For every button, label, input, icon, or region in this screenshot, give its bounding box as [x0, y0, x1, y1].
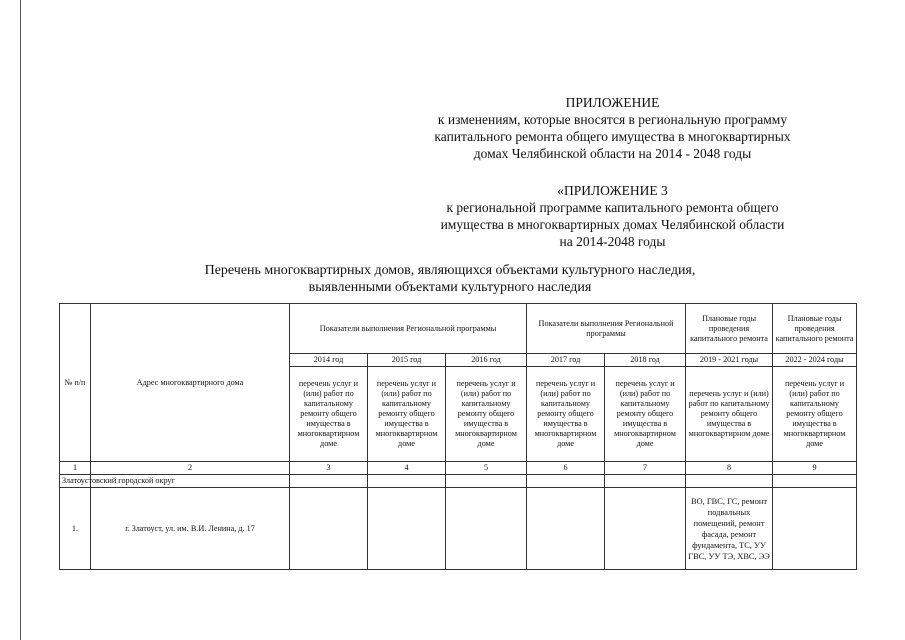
header-year: 2016 год: [446, 354, 527, 367]
appendix-line: капитального ремонта общего имущества в многоквартирных: [434, 129, 791, 144]
empty-cell: [368, 475, 446, 488]
column-number: 6: [527, 462, 605, 475]
appendix-title: ПРИЛОЖЕНИЕ: [565, 95, 660, 110]
column-number: 8: [686, 462, 773, 475]
document-title: [160, 262, 740, 296]
header-address: Адрес многоквартирного дома: [91, 304, 290, 462]
column-number: 2: [91, 462, 290, 475]
page-margin-line: [20, 0, 21, 640]
header-works-desc: перечень услуг и (или) работ по капитальному ремонту общего имущества в многоквартирном доме: [368, 367, 446, 462]
empty-cell: [290, 475, 368, 488]
buildings-table: [59, 303, 857, 570]
empty-cell: [605, 475, 686, 488]
empty-cell: [527, 475, 605, 488]
header-plan-years-1: Плановые годы проведения капитального ремонта: [686, 304, 773, 354]
row-address: г. Златоуст, ул. им. В.И. Ленина, д. 17: [91, 488, 290, 570]
header-year: 2019 - 2021 годы: [686, 354, 773, 367]
region-name: Златоустовский городской округ: [62, 476, 175, 485]
header-year: 2022 - 2024 годы: [773, 354, 857, 367]
empty-cell: [686, 475, 773, 488]
header-no: № п/п: [60, 304, 91, 462]
appendix3-title: «ПРИЛОЖЕНИЕ 3: [557, 183, 668, 198]
region-row: [60, 475, 175, 488]
header-works-desc: перечень услуг и (или) работ по капитальному ремонту общего имущества в многоквартирном доме: [527, 367, 605, 462]
appendix-header: [405, 94, 820, 162]
empty-cell: [773, 475, 857, 488]
appendix-line: домах Челябинской области на 2014 - 2048 годы: [473, 146, 752, 161]
row-works-2019-2021: ВО, ГВС, ГС, ремонт подвальных помещений, ремонт фасада, ремонт фундамента, ТС, УУ ГВС, УУ ТЭ, ХВС, ЭЭ: [686, 488, 773, 570]
header-works-desc: перечень услуг и (или) работ по капитальному ремонту общего имущества в многоквартирном доме: [686, 367, 773, 462]
empty-cell: [527, 488, 605, 570]
column-number: 7: [605, 462, 686, 475]
column-number: 4: [368, 462, 446, 475]
table-row: [60, 488, 857, 570]
appendix3-line: к региональной программе капитального ремонта общего: [446, 200, 779, 215]
header-works-desc: перечень услуг и (или) работ по капитальному ремонту общего имущества в многоквартирном доме: [446, 367, 527, 462]
header-works-desc: перечень услуг и (или) работ по капитальному ремонту общего имущества в многоквартирном доме: [290, 367, 368, 462]
column-number: 9: [773, 462, 857, 475]
empty-cell: [368, 488, 446, 570]
empty-cell: [446, 475, 527, 488]
appendix3-header: [405, 182, 820, 250]
empty-cell: [446, 488, 527, 570]
empty-cell: [773, 488, 857, 570]
document-title-line: выявленными объектами культурного наследия: [308, 280, 592, 295]
header-group-2017-2018: Показатели выполнения Региональной программы: [527, 304, 686, 354]
column-number: 3: [290, 462, 368, 475]
header-works-desc: перечень услуг и (или) работ по капитальному ремонту общего имущества в многоквартирном доме: [605, 367, 686, 462]
appendix3-line: на 2014-2048 годы: [559, 234, 666, 249]
header-year: 2015 год: [368, 354, 446, 367]
header-works-desc: перечень услуг и (или) работ по капитальному ремонту общего имущества в многоквартирном доме: [773, 367, 857, 462]
document-title-line: Перечень многоквартирных домов, являющихся объектами культурного наследия,: [204, 263, 696, 278]
column-number: 1: [60, 462, 91, 475]
empty-cell: [290, 488, 368, 570]
appendix3-line: имущества в многоквартирных домах Челябинской области: [440, 217, 785, 232]
empty-cell: [605, 488, 686, 570]
column-number: 5: [446, 462, 527, 475]
header-plan-years-2: Плановые годы проведения капитального ремонта: [773, 304, 857, 354]
row-number: 1.: [60, 488, 91, 570]
header-year: 2018 год: [605, 354, 686, 367]
appendix-line: к изменениям, которые вносятся в региональную программу: [437, 112, 788, 127]
header-group-2014-2016: Показатели выполнения Региональной программы: [290, 304, 527, 354]
header-year: 2014 год: [290, 354, 368, 367]
header-year: 2017 год: [527, 354, 605, 367]
